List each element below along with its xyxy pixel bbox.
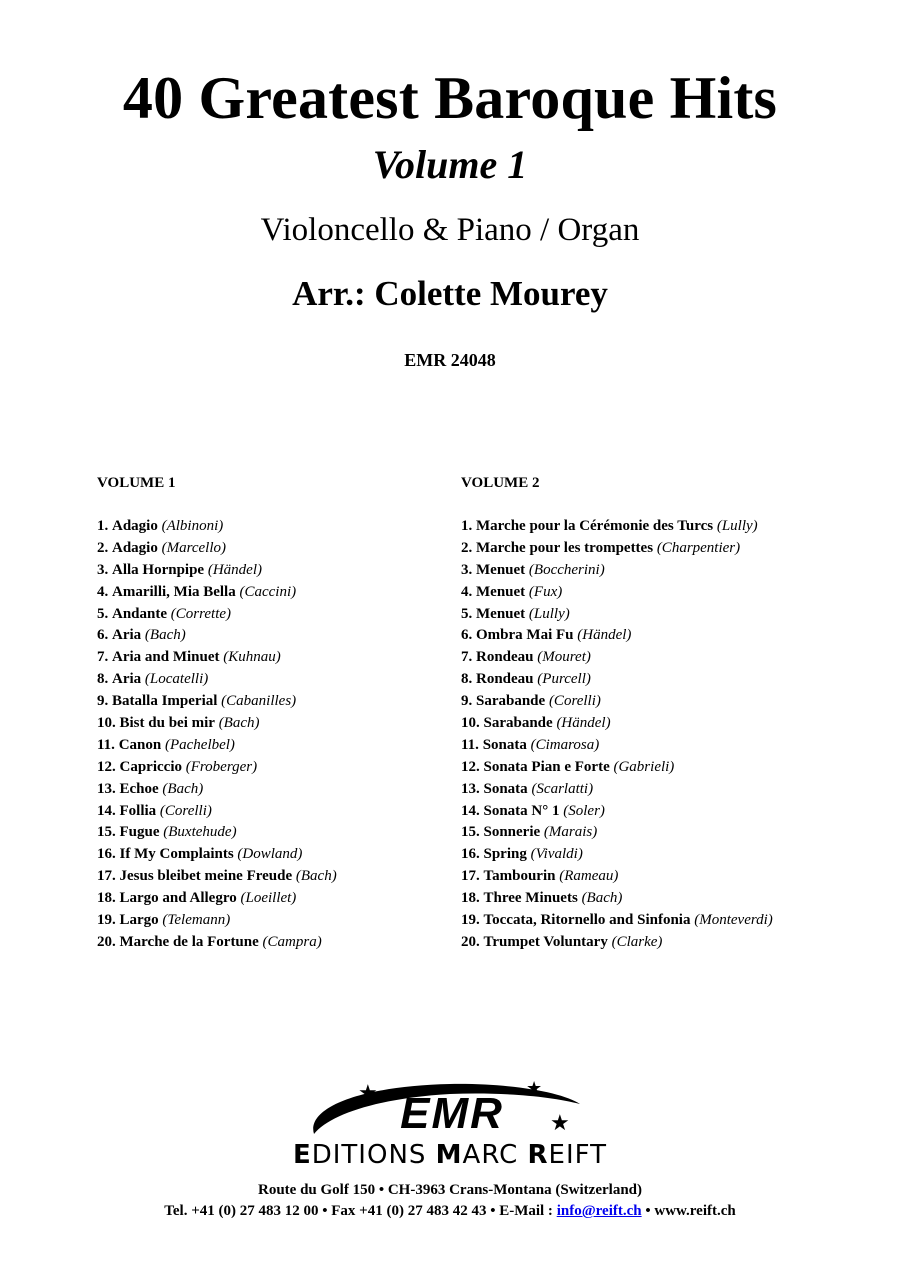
track-number: 12. (97, 758, 116, 775)
track-composer: (Corelli) (159, 802, 212, 819)
track-title: Sonata (482, 736, 527, 753)
track-item (461, 844, 881, 866)
track-title: Marche de la Fortune (119, 933, 259, 950)
track-number: 2. (461, 539, 473, 556)
track-item (461, 735, 881, 757)
track-item (97, 560, 437, 582)
track-composer: (Rameau) (559, 868, 619, 885)
track-composer: (Pachelbel) (164, 736, 235, 753)
track-item (461, 625, 881, 647)
track-composer: (Cimarosa) (530, 736, 600, 753)
track-composer: (Gabrieli) (613, 758, 675, 775)
track-composer: (Fux) (528, 583, 563, 600)
track-title: Rondeau (476, 649, 534, 666)
track-item (97, 932, 437, 954)
brand-part: DITIONS (311, 1140, 436, 1170)
track-number: 16. (97, 846, 116, 863)
track-number: 8. (97, 671, 109, 688)
track-number: 16. (461, 846, 480, 863)
track-item (461, 866, 881, 888)
track-title: Tambourin (483, 868, 556, 885)
contact-phone-fax: Tel. +41 (0) 27 483 12 00 • Fax +41 (0) 27 483 42 43 • E-Mail : (164, 1203, 557, 1219)
track-composer: (Bach) (162, 780, 204, 797)
arranger: Arr.: Colette Mourey (292, 274, 608, 313)
track-composer: (Cabanilles) (221, 693, 297, 710)
track-title: Amarilli, Mia Bella (112, 583, 236, 600)
track-number: 9. (461, 693, 473, 710)
track-number: 5. (97, 605, 109, 622)
track-title: Adagio (112, 518, 158, 534)
track-composer: (Monteverdi) (694, 912, 773, 929)
volume-1-column (97, 474, 437, 954)
track-composer: (Campra) (262, 933, 322, 950)
track-item (97, 779, 437, 801)
track-number: 4. (461, 583, 473, 600)
track-composer: (Bach) (295, 868, 337, 885)
track-item (461, 669, 881, 691)
track-number: 10. (97, 715, 116, 732)
track-item (97, 757, 437, 779)
track-item (461, 516, 881, 538)
volume-2-heading: VOLUME 2 (461, 475, 540, 491)
track-title: Trumpet Voluntary (483, 933, 608, 950)
track-title: Menuet (476, 561, 526, 578)
track-number: 8. (461, 671, 473, 688)
track-title: Marche pour la Cérémonie des Turcs (476, 518, 714, 534)
track-composer: (Scarlatti) (531, 780, 594, 797)
brand-name (0, 1138, 900, 1172)
track-number: 18. (461, 890, 480, 907)
track-composer: (Soler) (563, 802, 605, 819)
volume-2-list (461, 516, 881, 954)
track-title: Rondeau (476, 671, 534, 688)
track-title: Aria (112, 627, 142, 644)
track-item (461, 691, 881, 713)
track-title: Adagio (112, 539, 158, 556)
track-composer: (Telemann) (162, 912, 231, 929)
track-number: 13. (461, 780, 480, 797)
contact-website: • www.reift.ch (641, 1203, 736, 1219)
track-number: 7. (97, 649, 109, 666)
track-composer: (Bach) (218, 715, 260, 732)
track-title: Largo and Allegro (119, 890, 237, 907)
track-title: Fugue (119, 824, 160, 841)
track-item (461, 757, 881, 779)
track-title: Batalla Imperial (112, 693, 218, 710)
track-number: 9. (97, 693, 109, 710)
track-composer: (Loeillet) (240, 890, 297, 907)
track-composer: (Clarke) (611, 933, 663, 950)
track-item (461, 779, 881, 801)
track-composer: (Purcell) (537, 671, 591, 688)
track-number: 10. (461, 715, 480, 732)
track-item (97, 647, 437, 669)
track-composer: (Mouret) (537, 649, 591, 666)
track-title: Spring (483, 846, 527, 863)
track-title: Sonata (483, 780, 528, 797)
track-composer: (Buxtehude) (163, 824, 237, 841)
track-title: Aria and Minuet (112, 649, 220, 666)
track-number: 3. (97, 561, 109, 578)
track-number: 17. (97, 868, 116, 885)
track-title: Sonnerie (483, 824, 541, 841)
publisher-address: Route du Golf 150 • CH-3963 Crans-Montana (Switzerland) (258, 1182, 642, 1198)
track-composer: (Lully) (528, 605, 570, 622)
volume-1-heading: VOLUME 1 (97, 475, 176, 491)
track-title: Alla Hornpipe (112, 561, 205, 578)
track-composer: (Charpentier) (656, 539, 741, 556)
track-number: 1. (97, 518, 109, 534)
track-composer: (Händel) (556, 715, 611, 732)
logo-star: ★ (358, 1080, 378, 1105)
track-number: 12. (461, 758, 480, 775)
track-item (97, 582, 437, 604)
track-number: 11. (461, 736, 479, 753)
track-title: Andante (112, 605, 168, 622)
track-composer: (Boccherini) (528, 561, 605, 578)
track-number: 11. (97, 736, 115, 753)
logo-text: EMR (400, 1089, 504, 1138)
track-title: Sonata N° 1 (483, 802, 560, 819)
track-composer: (Händel) (577, 627, 632, 644)
email-link[interactable]: info@reift.ch (556, 1203, 642, 1219)
track-number: 15. (97, 824, 116, 841)
track-number: 17. (461, 868, 480, 885)
track-title: Capriccio (119, 758, 182, 775)
track-title: Aria (112, 671, 142, 688)
track-composer: (Corelli) (548, 693, 601, 710)
publisher-contact (0, 1201, 900, 1221)
track-item (97, 888, 437, 910)
track-composer: (Händel) (207, 561, 263, 578)
track-item (97, 604, 437, 626)
track-number: 6. (461, 627, 473, 644)
track-composer: (Bach) (581, 890, 623, 907)
track-item (461, 713, 881, 735)
track-title: Menuet (476, 583, 526, 600)
track-number: 20. (461, 933, 480, 950)
track-composer: (Locatelli) (144, 671, 209, 688)
track-number: 7. (461, 649, 473, 666)
track-number: 5. (461, 605, 473, 622)
track-title: Three Minuets (483, 890, 578, 907)
track-composer: (Bach) (144, 627, 186, 644)
track-composer: (Corrette) (170, 605, 232, 622)
track-title: Menuet (476, 605, 526, 622)
instrumentation: Violoncello & Piano / Organ (260, 212, 640, 248)
track-composer: (Vivaldi) (530, 846, 583, 863)
track-number: 3. (461, 561, 473, 578)
track-number: 20. (97, 933, 116, 950)
track-item (461, 801, 881, 823)
brand-letter: E (292, 1140, 312, 1170)
track-title: Largo (119, 912, 159, 929)
track-number: 18. (97, 890, 116, 907)
track-title: Canon (118, 736, 162, 753)
track-item (97, 822, 437, 844)
track-item (461, 560, 881, 582)
track-composer: (Kuhnau) (223, 649, 281, 666)
track-number: 13. (97, 780, 116, 797)
track-title: Echoe (119, 780, 159, 797)
catalog-number: EMR 24048 (404, 350, 496, 370)
emr-logo (300, 1074, 600, 1140)
track-item (461, 822, 881, 844)
track-title: Jesus bleibet meine Freude (119, 868, 293, 885)
brand-part: EIFT (548, 1140, 608, 1170)
track-number: 6. (97, 627, 109, 644)
track-title: Ombra Mai Fu (476, 627, 574, 644)
track-item (461, 888, 881, 910)
track-item (97, 625, 437, 647)
track-composer: (Marcello) (161, 539, 227, 556)
logo-star: ★ (526, 1078, 543, 1098)
track-composer: (Caccini) (239, 583, 297, 600)
track-item (461, 538, 881, 560)
track-item (97, 669, 437, 691)
track-item (97, 844, 437, 866)
track-item (461, 910, 881, 932)
track-item (461, 582, 881, 604)
track-number: 19. (97, 912, 116, 929)
track-number: 14. (97, 802, 116, 819)
track-number: 1. (461, 518, 473, 534)
track-composer: (Lully) (716, 518, 758, 534)
track-title: Marche pour les trompettes (476, 539, 654, 556)
track-item (461, 604, 881, 626)
brand-part: ARC (462, 1140, 528, 1170)
track-item (97, 713, 437, 735)
track-number: 4. (97, 583, 109, 600)
brand-letter: R (527, 1140, 549, 1170)
track-title: Sarabande (476, 693, 546, 710)
track-number: 14. (461, 802, 480, 819)
track-item (97, 801, 437, 823)
track-item (97, 910, 437, 932)
volume-subtitle: Volume 1 (372, 142, 528, 187)
track-item (97, 735, 437, 757)
track-composer: (Dowland) (237, 846, 303, 863)
track-title: Bist du bei mir (119, 715, 215, 732)
volume-1-list (97, 516, 437, 954)
volume-2-column (461, 474, 881, 954)
track-title: Follia (119, 802, 157, 819)
track-title: If My Complaints (119, 846, 234, 863)
track-item (97, 866, 437, 888)
page-title: 40 Greatest Baroque Hits (122, 65, 778, 131)
logo-star: ★ (550, 1110, 570, 1135)
track-item (461, 647, 881, 669)
track-number: 19. (461, 912, 480, 929)
track-number: 15. (461, 824, 480, 841)
track-item (97, 516, 437, 538)
brand-letter: M (435, 1140, 463, 1170)
track-composer: (Marais) (543, 824, 598, 841)
track-title: Toccata, Ritornello and Sinfonia (483, 912, 691, 929)
track-composer: (Albinoni) (161, 518, 224, 534)
track-item (97, 538, 437, 560)
track-item (97, 691, 437, 713)
track-number: 2. (97, 539, 109, 556)
track-composer: (Froberger) (185, 758, 258, 775)
track-item (461, 932, 881, 954)
track-title: Sarabande (483, 715, 553, 732)
track-title: Sonata Pian e Forte (483, 758, 610, 775)
